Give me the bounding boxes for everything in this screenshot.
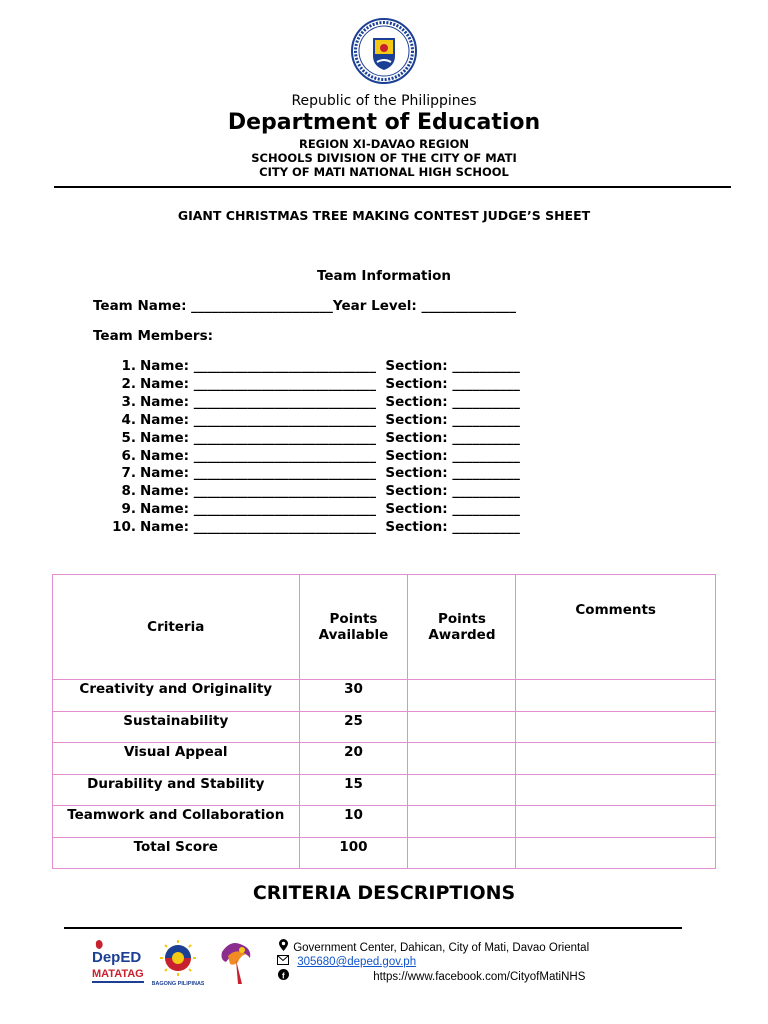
team-member-row <box>94 394 520 410</box>
bagong-pilipinas-text: BAGONG PILIPINAS <box>152 981 204 987</box>
points-awarded-cell[interactable] <box>408 774 516 806</box>
deped-logo-text: DepED <box>92 949 142 966</box>
comments-cell[interactable] <box>516 774 716 806</box>
member-number: 1. <box>121 358 136 374</box>
member-name-section-line: Name: ___________________________ Section: __________ <box>140 501 520 518</box>
member-number: 7. <box>121 465 136 482</box>
bagong-pilipinas-logo <box>152 938 204 988</box>
matatag-logo-text: MATATAG <box>92 968 144 980</box>
points-awarded-cell[interactable] <box>408 743 516 775</box>
points-available-cell: 30 <box>299 680 408 712</box>
member-name-section-line: Name: ___________________________ Section: __________ <box>140 411 520 428</box>
school-line: CITY OF MATI NATIONAL HIGH SCHOOL <box>259 165 509 179</box>
location-pin-icon <box>276 939 290 954</box>
comments-cell[interactable] <box>516 743 716 775</box>
team-member-row <box>94 358 520 374</box>
points-awarded-cell[interactable] <box>408 837 516 869</box>
member-number: 9. <box>121 501 136 518</box>
footer-divider <box>64 927 682 929</box>
header-divider <box>54 186 731 188</box>
table-header-row <box>53 575 716 680</box>
member-name-section-line: Name: ___________________________ Section: __________ <box>140 447 520 464</box>
team-member-row <box>94 448 520 464</box>
team-member-row <box>94 412 520 428</box>
email-line <box>276 955 416 968</box>
facebook-line <box>276 969 585 983</box>
points-available-cell: 100 <box>299 837 408 869</box>
member-number: 4. <box>121 411 136 428</box>
comments-cell[interactable] <box>516 711 716 743</box>
member-number: 8. <box>121 483 136 500</box>
points-available-cell: 20 <box>299 743 408 775</box>
region-line: REGION XI-DAVAO REGION <box>298 137 470 151</box>
email-link[interactable]: 305680@deped.gov.ph <box>297 956 417 968</box>
points-available-cell: 15 <box>299 774 408 806</box>
member-number: 6. <box>121 447 136 464</box>
points-awarded-cell[interactable] <box>408 680 516 712</box>
criteria-table <box>52 574 716 869</box>
facebook-icon <box>276 969 290 983</box>
criteria-cell: Durability and Stability <box>53 774 300 806</box>
team-members-label: Team Members: <box>93 328 214 344</box>
points-available-cell: 25 <box>299 711 408 743</box>
criteria-cell: Creativity and Originality <box>53 680 300 712</box>
division-line: SCHOOLS DIVISION OF THE CITY OF MATI <box>251 151 517 165</box>
deped-matatag-logo <box>90 938 146 988</box>
criteria-cell: Visual Appeal <box>53 743 300 775</box>
table-row <box>53 806 716 838</box>
team-member-row <box>94 501 520 517</box>
team-member-row <box>94 519 520 535</box>
email-icon <box>276 955 290 968</box>
member-name-section-line: Name: ___________________________ Section: __________ <box>140 519 520 536</box>
header-points-awarded: Points Awarded <box>408 575 516 680</box>
member-number: 5. <box>121 429 136 446</box>
table-row <box>53 711 716 743</box>
member-name-section-line: Name: ___________________________ Section: __________ <box>140 483 520 500</box>
criteria-cell: Total Score <box>53 837 300 869</box>
team-member-row <box>94 483 520 499</box>
facebook-link[interactable]: https://www.facebook.com/CityofMatiNHS <box>373 971 586 983</box>
document-title: GIANT CHRISTMAS TREE MAKING CONTEST JUDGE’S SHEET <box>177 208 591 223</box>
criteria-cell: Teamwork and Collaboration <box>53 806 300 838</box>
table-row <box>53 774 716 806</box>
points-awarded-cell[interactable] <box>408 806 516 838</box>
table-row <box>53 743 716 775</box>
criteria-cell: Sustainability <box>53 711 300 743</box>
member-number: 2. <box>121 375 136 392</box>
school-torch-logo <box>216 938 258 988</box>
criteria-descriptions-heading: CRITERIA DESCRIPTIONS <box>252 882 516 904</box>
header-criteria: Criteria <box>53 575 300 680</box>
member-name-section-line: Name: ___________________________ Section: __________ <box>140 375 520 392</box>
member-name-section-line: Name: ___________________________ Section: __________ <box>140 465 520 482</box>
header-points-available: Points Available <box>299 575 408 680</box>
svg-text:f: f <box>281 971 285 980</box>
deped-seal-logo <box>351 18 417 84</box>
header-comments: Comments <box>516 575 716 680</box>
address-line <box>276 939 589 954</box>
republic-heading: Republic of the Philippines <box>291 93 477 109</box>
table-row <box>53 680 716 712</box>
comments-cell[interactable] <box>516 680 716 712</box>
member-number: 3. <box>121 393 136 410</box>
member-name-section-line: Name: ___________________________ Section: __________ <box>140 429 520 446</box>
department-heading: Department of Education <box>227 110 541 135</box>
member-name-section-line: Name: ___________________________ Section: __________ <box>140 358 520 374</box>
comments-cell[interactable] <box>516 806 716 838</box>
address-text: Government Center, Dahican, City of Mati, Davao Oriental <box>293 942 590 954</box>
team-name-line: Team Name: _____________________Year Level: ______________ <box>93 298 517 314</box>
team-member-row <box>94 430 520 446</box>
points-available-cell: 10 <box>299 806 408 838</box>
comments-cell[interactable] <box>516 837 716 869</box>
team-member-row <box>94 376 520 392</box>
member-name-section-line: Name: ___________________________ Section: __________ <box>140 393 520 410</box>
team-member-row <box>94 465 520 481</box>
member-number: 10. <box>112 519 136 536</box>
table-row <box>53 837 716 869</box>
points-awarded-cell[interactable] <box>408 711 516 743</box>
team-info-heading: Team Information <box>316 268 452 284</box>
